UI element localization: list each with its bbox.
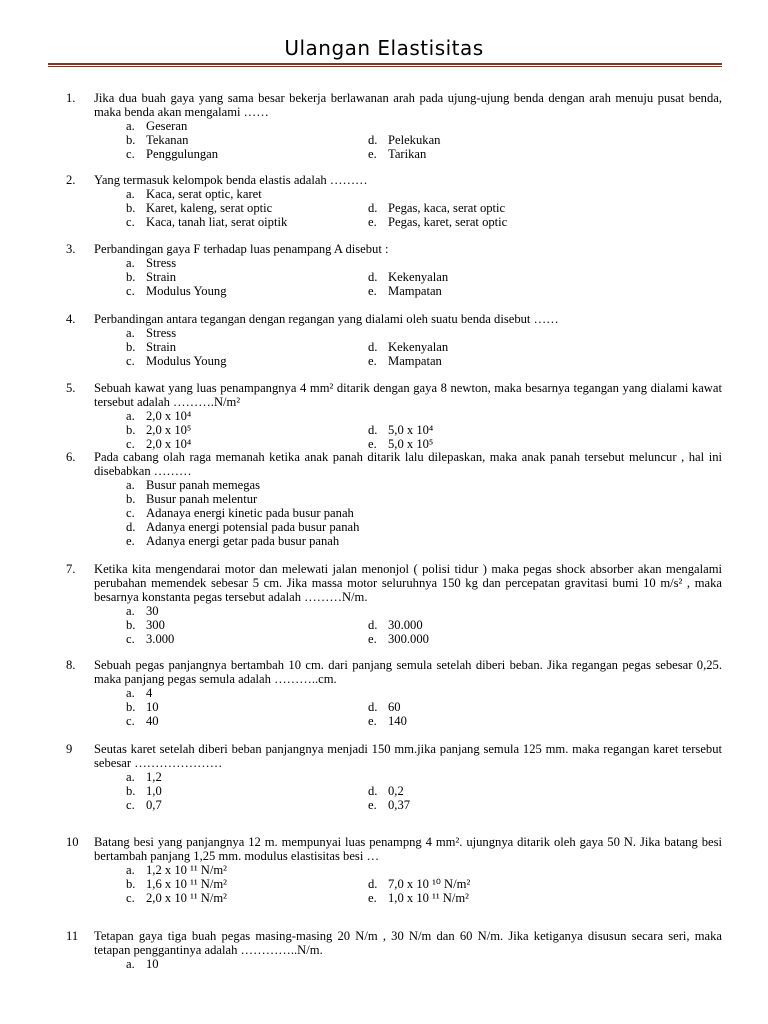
option-letter: d. <box>368 133 378 147</box>
option-row <box>66 354 722 368</box>
question-1 <box>66 91 722 161</box>
option-text: 140 <box>388 714 407 728</box>
answer-option <box>126 119 187 133</box>
option-letter: e. <box>368 714 377 728</box>
option-text: 0,37 <box>388 798 411 812</box>
question-number: 9 <box>66 742 73 756</box>
option-text: Stress <box>146 326 177 340</box>
option-text: 30 <box>146 604 159 618</box>
answer-option <box>126 700 159 714</box>
answer-option <box>126 618 165 632</box>
question-number: 4. <box>66 312 76 326</box>
option-text: 1,0 <box>146 784 162 798</box>
answer-option <box>126 187 262 201</box>
option-text: 1,2 x 10 ¹¹ N/m² <box>146 863 227 877</box>
answer-option <box>368 133 440 147</box>
option-text: 2,0 x 10 ¹¹ N/m² <box>146 891 227 905</box>
question-6 <box>66 450 722 548</box>
option-letter: a. <box>126 863 135 877</box>
option-text: Karet, kaleng, serat optic <box>146 201 273 215</box>
page-title: Ulangan Elastisitas <box>284 36 484 60</box>
option-text: Busur panah memegas <box>146 478 261 492</box>
answer-option <box>126 863 227 877</box>
question-text: Perbandingan gaya F terhadap luas penampang A disebut : <box>94 242 389 256</box>
option-letter: d. <box>368 340 378 354</box>
option-text: Stress <box>146 256 177 270</box>
answer-option <box>126 409 191 423</box>
question-text: Seutas karet setelah diberi beban panjangnya menjadi 150 mm.jika panjang semula 125 mm. maka regangan karet tersebut sebesar ………………… <box>94 742 722 770</box>
option-text: Strain <box>146 340 177 354</box>
option-letter: d. <box>368 201 378 215</box>
option-text: 300 <box>146 618 165 632</box>
answer-options <box>66 187 722 229</box>
title-divider <box>48 63 722 67</box>
option-row <box>66 700 722 714</box>
question-text: Sebuah kawat yang luas penampangnya 4 mm² ditarik dengan gaya 8 newton, maka besarnya tegangan yang dialami kawat tersebut adalah ……….N/m² <box>94 381 722 409</box>
option-letter: e. <box>126 534 135 548</box>
answer-option <box>126 604 159 618</box>
question-2 <box>66 173 722 229</box>
option-row <box>66 201 722 215</box>
option-text: Adanya energi potensial pada busur panah <box>146 520 360 534</box>
option-letter: c. <box>126 798 135 812</box>
question-5 <box>66 381 722 451</box>
option-letter: c. <box>126 284 135 298</box>
option-text: 2,0 x 10⁴ <box>146 409 192 423</box>
option-text: Mampatan <box>388 284 442 298</box>
option-letter: a. <box>126 604 135 618</box>
answer-option <box>368 437 433 451</box>
option-text: 7,0 x 10 ¹⁰ N/m² <box>388 877 471 891</box>
option-letter: a. <box>126 256 135 270</box>
answer-options <box>66 863 722 905</box>
option-letter: a. <box>126 119 135 133</box>
option-letter: e. <box>368 147 377 161</box>
question-number: 8. <box>66 658 76 672</box>
answer-option <box>368 201 505 215</box>
option-letter: e. <box>368 437 377 451</box>
option-letter: e. <box>368 798 377 812</box>
question-4 <box>66 312 722 368</box>
option-text: 60 <box>388 700 401 714</box>
answer-option <box>126 147 218 161</box>
question-number: 7. <box>66 562 76 576</box>
option-text: 300.000 <box>388 632 429 646</box>
answer-option <box>368 877 470 891</box>
option-letter: c. <box>126 215 135 229</box>
answer-option <box>126 326 176 340</box>
option-letter: a. <box>126 478 135 492</box>
answer-option <box>368 618 423 632</box>
answer-option <box>126 423 191 437</box>
option-text: 0,7 <box>146 798 162 812</box>
answer-options <box>66 256 722 298</box>
question-number: 6. <box>66 450 76 464</box>
option-row <box>66 686 722 700</box>
option-text: 40 <box>146 714 159 728</box>
question-text: Pada cabang olah raga memanah ketika anak panah ditarik lalu dilepaskan, maka anak panah tersebut meluncur , hal ini disebabkan ……… <box>94 450 722 478</box>
option-row <box>66 604 722 618</box>
option-text: 1,6 x 10 ¹¹ N/m² <box>146 877 227 891</box>
question-11 <box>66 929 722 971</box>
option-row <box>66 423 722 437</box>
answer-option <box>368 891 469 905</box>
option-row <box>66 147 722 161</box>
option-text: Pegas, kaca, serat optic <box>388 201 506 215</box>
option-row <box>66 187 722 201</box>
question-text: Perbandingan antara tegangan dengan regangan yang dialami oleh suatu benda disebut …… <box>94 312 559 326</box>
option-letter: b. <box>126 270 136 284</box>
option-letter: a. <box>126 957 135 971</box>
option-letter: a. <box>126 686 135 700</box>
option-row <box>66 784 722 798</box>
answer-option <box>126 506 354 520</box>
option-row <box>66 215 722 229</box>
question-text: Sebuah pegas panjangnya bertambah 10 cm. dari panjang semula setelah diberi beban. Jika regangan pegas sebesar 0,25. maka panjang pegas semula adalah ………..cm. <box>94 658 722 686</box>
option-row <box>66 133 722 147</box>
option-letter: c. <box>126 506 135 520</box>
option-letter: c. <box>126 632 135 646</box>
option-text: 1,2 <box>146 770 162 784</box>
answer-options <box>66 326 722 368</box>
option-text: Penggulungan <box>146 147 219 161</box>
option-letter: d. <box>368 618 378 632</box>
answer-option <box>368 270 448 284</box>
option-text: 5,0 x 10⁴ <box>388 423 434 437</box>
option-row <box>66 256 722 270</box>
option-text: Kaca, serat optic, karet <box>146 187 262 201</box>
answer-option <box>126 877 227 891</box>
option-letter: b. <box>126 700 136 714</box>
answer-option <box>368 284 442 298</box>
question-text: Ketika kita mengendarai motor dan melewati jalan menonjol ( polisi tidur ) maka pegas shock absorber akan mengalami perubahan memendek sebesar 5 cm. Jika massa motor seluruhnya 150 kg dan percepatan gravitasi bumi 10 m/s² , maka besarnya konstanta pegas tersebut adalah ………N/m. <box>94 562 722 604</box>
option-row <box>66 632 722 646</box>
question-text: Yang termasuk kelompok benda elastis adalah ……… <box>94 173 368 187</box>
answer-option <box>126 534 339 548</box>
option-text: Modulus Young <box>146 284 227 298</box>
option-letter: e. <box>368 891 377 905</box>
option-row <box>66 409 722 423</box>
option-row <box>66 437 722 451</box>
option-row <box>66 534 722 548</box>
option-text: Kekenyalan <box>388 270 449 284</box>
option-row <box>66 770 722 784</box>
option-text: Kekenyalan <box>388 340 449 354</box>
answer-option <box>126 478 260 492</box>
question-number: 10 <box>66 835 79 849</box>
answer-options <box>66 686 722 728</box>
question-text: Tetapan gaya tiga buah pegas masing-masing 20 N/m , 30 N/m dan 60 N/m. Jika ketiganya disusun secara seri, maka tetapan penggantinya adalah …………..N/m. <box>94 929 722 957</box>
option-letter: c. <box>126 714 135 728</box>
option-row <box>66 119 722 133</box>
option-text: Pegas, karet, serat optic <box>388 215 508 229</box>
question-number: 1. <box>66 91 76 105</box>
option-letter: e. <box>368 632 377 646</box>
option-letter: b. <box>126 201 136 215</box>
answer-option <box>126 492 257 506</box>
option-text: Geseran <box>146 119 188 133</box>
option-letter: c. <box>126 354 135 368</box>
answer-option <box>368 798 410 812</box>
question-9 <box>66 742 722 812</box>
option-row <box>66 891 722 905</box>
option-letter: a. <box>126 326 135 340</box>
answer-options <box>66 478 722 548</box>
option-letter: d. <box>368 877 378 891</box>
answer-option <box>126 340 176 354</box>
option-letter: b. <box>126 423 136 437</box>
option-letter: c. <box>126 891 135 905</box>
question-text: Batang besi yang panjangnya 12 m. mempunyai luas penampng 4 mm². ujungnya ditarik oleh gaya 50 N. Jika batang besi bertambah panjang 1,25 mm. modulus elastisitas besi … <box>94 835 722 863</box>
question-number: 5. <box>66 381 76 395</box>
option-text: Modulus Young <box>146 354 227 368</box>
option-letter: b. <box>126 133 136 147</box>
answer-option <box>368 354 442 368</box>
question-number: 3. <box>66 242 76 256</box>
answer-options <box>66 119 722 161</box>
answer-option <box>126 215 287 229</box>
question-number: 11 <box>66 929 79 943</box>
answer-option <box>126 256 176 270</box>
option-row <box>66 714 722 728</box>
option-text: Kaca, tanah liat, serat oiptik <box>146 215 288 229</box>
answer-options <box>66 409 722 451</box>
option-text: Tarikan <box>388 147 427 161</box>
answer-option <box>126 354 227 368</box>
option-letter: e. <box>368 284 377 298</box>
option-letter: a. <box>126 770 135 784</box>
option-letter: b. <box>126 492 136 506</box>
option-letter: c. <box>126 147 135 161</box>
question-number: 2. <box>66 173 76 187</box>
answer-option <box>368 340 448 354</box>
option-text: 10 <box>146 957 159 971</box>
answer-option <box>126 632 174 646</box>
answer-option <box>126 714 159 728</box>
option-text: 4 <box>146 686 153 700</box>
answer-option <box>368 784 404 798</box>
option-row <box>66 326 722 340</box>
option-text: Strain <box>146 270 177 284</box>
answer-option <box>368 632 429 646</box>
option-text: 1,0 x 10 ¹¹ N/m² <box>388 891 469 905</box>
option-letter: b. <box>126 340 136 354</box>
answer-options <box>66 957 722 971</box>
option-letter: d. <box>368 270 378 284</box>
answer-option <box>126 798 162 812</box>
answer-option <box>126 437 191 451</box>
option-row <box>66 284 722 298</box>
option-row <box>66 492 722 506</box>
option-letter: a. <box>126 409 135 423</box>
answer-options <box>66 770 722 812</box>
option-text: 2,0 x 10⁵ <box>146 423 192 437</box>
option-letter: e. <box>368 215 377 229</box>
answer-option <box>126 770 162 784</box>
answer-option <box>368 700 401 714</box>
option-row <box>66 863 722 877</box>
option-row <box>66 478 722 492</box>
option-row <box>66 618 722 632</box>
question-8 <box>66 658 722 728</box>
option-text: Tekanan <box>146 133 189 147</box>
option-row <box>66 877 722 891</box>
option-row <box>66 957 722 971</box>
answer-option <box>126 201 272 215</box>
option-row <box>66 270 722 284</box>
option-row <box>66 506 722 520</box>
answer-option <box>126 891 227 905</box>
question-text: Jika dua buah gaya yang sama besar bekerja berlawanan arah pada ujung-ujung benda dengan arah menuju pusat benda, maka benda akan mengalami …… <box>94 91 722 119</box>
answer-option <box>126 784 162 798</box>
answer-option <box>126 957 159 971</box>
answer-option <box>126 284 227 298</box>
option-letter: b. <box>126 784 136 798</box>
question-10 <box>66 835 722 905</box>
option-text: 5,0 x 10⁵ <box>388 437 434 451</box>
answer-option <box>368 215 507 229</box>
answer-option <box>126 133 188 147</box>
option-letter: b. <box>126 618 136 632</box>
option-text: 0,2 <box>388 784 404 798</box>
option-letter: b. <box>126 877 136 891</box>
option-row <box>66 798 722 812</box>
option-text: Busur panah melentur <box>146 492 258 506</box>
option-letter: d. <box>368 700 378 714</box>
option-text: Mampatan <box>388 354 442 368</box>
answer-option <box>368 423 433 437</box>
option-text: 3.000 <box>146 632 175 646</box>
answer-option <box>126 520 359 534</box>
option-letter: e. <box>368 354 377 368</box>
option-letter: d. <box>368 423 378 437</box>
option-row <box>66 340 722 354</box>
option-letter: c. <box>126 437 135 451</box>
question-7 <box>66 562 722 646</box>
option-text: Adanya energi getar pada busur panah <box>146 534 340 548</box>
option-text: Adanaya energi kinetic pada busur panah <box>146 506 354 520</box>
option-text: 10 <box>146 700 159 714</box>
question-3 <box>66 242 722 298</box>
answer-option <box>126 686 152 700</box>
answer-option <box>368 147 426 161</box>
option-text: Pelekukan <box>388 133 441 147</box>
option-letter: d. <box>126 520 136 534</box>
option-row <box>66 520 722 534</box>
option-text: 30.000 <box>388 618 423 632</box>
answer-option <box>126 270 176 284</box>
option-letter: d. <box>368 784 378 798</box>
option-text: 2,0 x 10⁴ <box>146 437 192 451</box>
answer-options <box>66 604 722 646</box>
answer-option <box>368 714 407 728</box>
option-letter: a. <box>126 187 135 201</box>
